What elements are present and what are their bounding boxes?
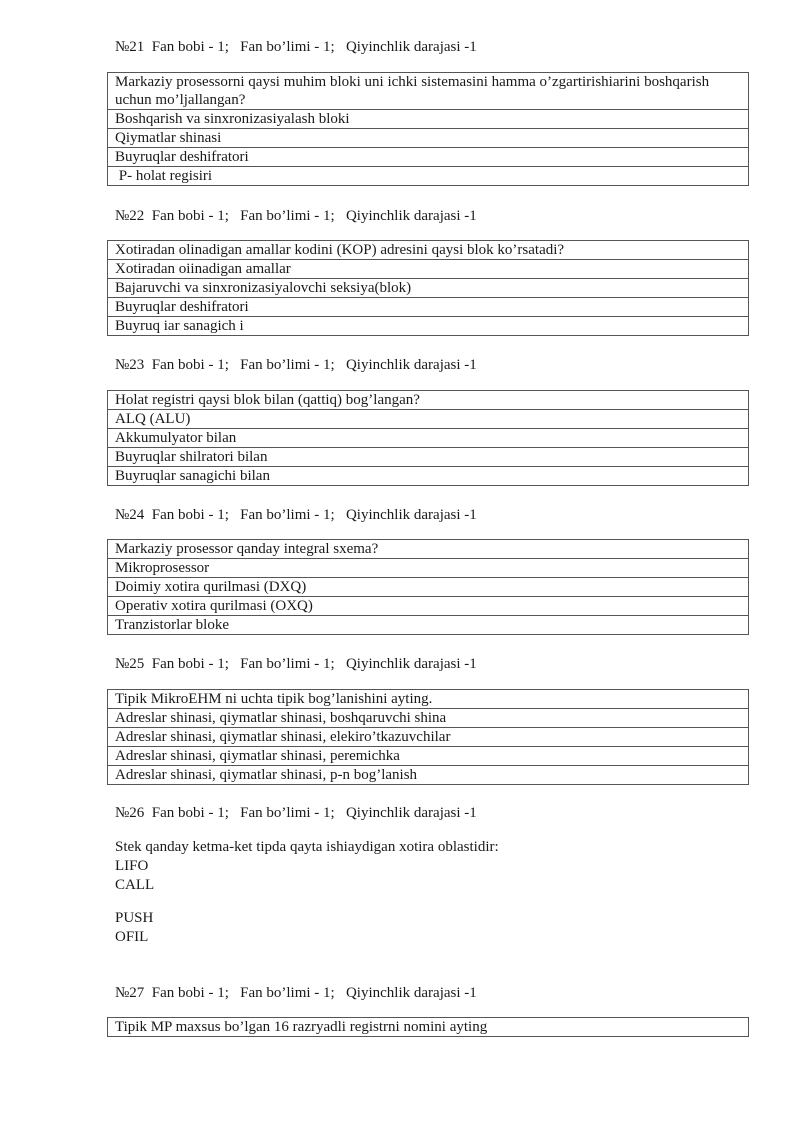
question-text: Markaziy prosessor qanday integral sxema?	[108, 540, 749, 559]
answer-option: Adreslar shinasi, qiymatlar shinasi, elekiro’tkazuvchilar	[108, 728, 749, 747]
question-table	[107, 689, 749, 785]
question-text: Xotiradan olinadigan amallar kodini (KOP) adresini qaysi blok ko’rsatadi?	[108, 241, 749, 260]
answer-option: Tranzistorlar bloke	[108, 616, 749, 635]
answer-option: ALQ (ALU)	[108, 410, 749, 429]
answer-option: Xotiradan oiinadigan amallar	[108, 260, 749, 279]
answer-option: Akkumulyator bilan	[108, 429, 749, 448]
question-header: №25 Fan bobi - 1; Fan bo’limi - 1; Qiyinchlik darajasi -1	[115, 656, 477, 672]
answer-option: LIFO	[115, 858, 149, 874]
question-text: Tipik MikroEHM ni uchta tipik bog’lanishini ayting.	[108, 690, 749, 709]
answer-option: Doimiy xotira qurilmasi (DXQ)	[108, 578, 749, 597]
answer-option: Adreslar shinasi, qiymatlar shinasi, p-n bog’lanish	[108, 766, 749, 785]
answer-option: Buyruq iar sanagich i	[108, 317, 749, 336]
answer-option: Buyruqlar deshifratori	[108, 148, 749, 167]
question-header: №23 Fan bobi - 1; Fan bo’limi - 1; Qiyinchlik darajasi -1	[115, 357, 477, 373]
question-table	[107, 240, 749, 336]
question-text: Tipik MP maxsus bo’lgan 16 razryadli registrni nomini ayting	[108, 1018, 749, 1037]
question-header: №27 Fan bobi - 1; Fan bo’limi - 1; Qiyinchlik darajasi -1	[115, 985, 477, 1001]
question-text: Holat registri qaysi blok bilan (qattiq) bog’langan?	[108, 391, 749, 410]
answer-option: OFIL	[115, 929, 149, 945]
question-header: №24 Fan bobi - 1; Fan bo’limi - 1; Qiyinchlik darajasi -1	[115, 507, 477, 523]
answer-option: Buyruqlar shilratori bilan	[108, 448, 749, 467]
answer-option: Boshqarish va sinxronizasiyalash bloki	[108, 110, 749, 129]
question-table	[107, 539, 749, 635]
answer-option: Adreslar shinasi, qiymatlar shinasi, peremichka	[108, 747, 749, 766]
question-table	[107, 390, 749, 486]
answer-option: Buyruqlar deshifratori	[108, 298, 749, 317]
answer-option: Buyruqlar sanagichi bilan	[108, 467, 749, 486]
question-table	[107, 1017, 749, 1037]
answer-option: Mikroprosessor	[108, 559, 749, 578]
question-header: №21 Fan bobi - 1; Fan bo’limi - 1; Qiyinchlik darajasi -1	[115, 39, 477, 55]
answer-option: Adreslar shinasi, qiymatlar shinasi, boshqaruvchi shina	[108, 709, 749, 728]
question-header: №22 Fan bobi - 1; Fan bo’limi - 1; Qiyinchlik darajasi -1	[115, 208, 477, 224]
question-header: №26 Fan bobi - 1; Fan bo’limi - 1; Qiyinchlik darajasi -1	[115, 805, 477, 821]
question-text: Stek qanday ketma-ket tipda qayta ishiaydigan xotira oblastidir:	[115, 839, 499, 855]
question-table	[107, 72, 749, 186]
answer-option: Operativ xotira qurilmasi (OXQ)	[108, 597, 749, 616]
answer-option: PUSH	[115, 910, 154, 926]
answer-option: CALL	[115, 877, 155, 893]
answer-option: Bajaruvchi va sinxronizasiyalovchi seksiya(blok)	[108, 279, 749, 298]
question-text: Markaziy prosessorni qaysi muhim bloki uni ichki sistemasini hamma o’zgartirishiarini boshqarish uchun mo’ljallangan?	[108, 73, 749, 110]
answer-option: Qiymatlar shinasi	[108, 129, 749, 148]
answer-option: P- holat regisiri	[108, 167, 749, 186]
